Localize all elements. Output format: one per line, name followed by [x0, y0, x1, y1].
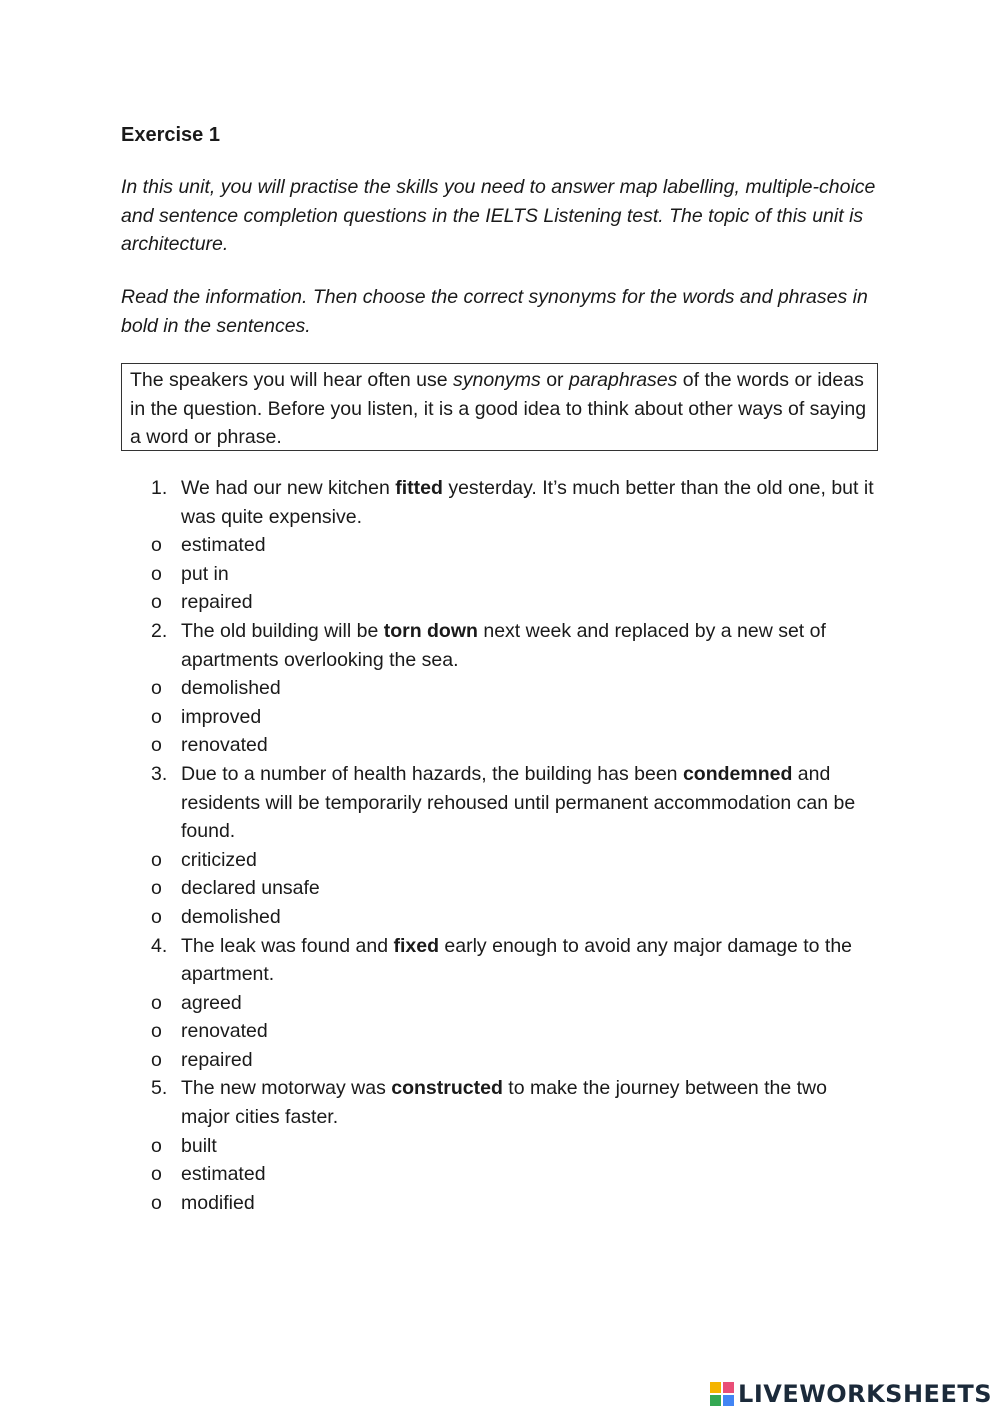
question-number: 3.	[151, 762, 168, 785]
question-5	[121, 1074, 881, 1131]
instructions-paragraph: Read the information. Then choose the correct synonyms for the words and phrases in bold in the sentences.	[121, 286, 868, 337]
option-label: renovated	[181, 1020, 268, 1043]
question-text: We had our new kitchen	[181, 477, 396, 499]
options-list	[121, 1132, 881, 1218]
question-text: early enough to avoid any major damage to the apartment.	[181, 934, 853, 986]
options-list	[121, 846, 881, 932]
options-list	[121, 531, 881, 617]
option-label: demolished	[181, 677, 281, 700]
option-item[interactable]	[121, 874, 881, 903]
option-item[interactable]	[121, 674, 881, 703]
option-label: modified	[181, 1191, 255, 1214]
option-label: criticized	[181, 848, 257, 871]
option-label: repaired	[181, 1048, 253, 1071]
option-label: improved	[181, 705, 262, 728]
option-label: demolished	[181, 905, 281, 928]
option-radio-icon: o	[151, 877, 162, 900]
option-item[interactable]	[121, 1189, 881, 1218]
liveworksheets-logo[interactable]	[710, 1379, 992, 1409]
option-item[interactable]	[121, 989, 881, 1018]
logo-square-pink	[723, 1382, 734, 1393]
question-text: The old building will be	[181, 619, 384, 642]
options-list	[121, 674, 881, 760]
question-number: 4.	[151, 934, 168, 957]
logo-icon	[710, 1382, 734, 1406]
logo-text: LIVEWORKSHEETS	[738, 1380, 992, 1408]
question-text: The leak was found and	[181, 934, 394, 957]
option-radio-icon: o	[151, 534, 162, 557]
option-item[interactable]	[121, 1046, 881, 1075]
option-radio-icon: o	[151, 1134, 162, 1157]
question-2	[121, 617, 881, 674]
option-radio-icon: o	[151, 1020, 162, 1043]
option-radio-icon: o	[151, 1048, 162, 1071]
question-text: yesterday. It’s much better than the old one, but it was quite expensive.	[181, 477, 874, 528]
option-item[interactable]	[121, 703, 881, 732]
option-radio-icon: o	[151, 848, 162, 871]
option-radio-icon: o	[151, 1191, 162, 1214]
option-item[interactable]	[121, 588, 881, 617]
bold-term: fitted	[395, 477, 443, 499]
option-radio-icon: o	[151, 734, 162, 757]
question-3	[121, 760, 881, 846]
option-label: estimated	[181, 1163, 266, 1186]
option-label: estimated	[181, 534, 266, 557]
question-text: next week and replaced by a new set of apartments overlooking the sea.	[181, 619, 826, 671]
logo-square-blue	[723, 1395, 734, 1406]
option-item[interactable]	[121, 903, 881, 932]
bold-term: torn down	[383, 619, 478, 642]
option-radio-icon: o	[151, 591, 162, 614]
logo-square-green	[710, 1395, 721, 1406]
option-radio-icon: o	[151, 705, 162, 728]
option-label: built	[181, 1134, 217, 1157]
question-text: The new motorway was	[181, 1077, 392, 1100]
question-number: 5.	[151, 1077, 168, 1100]
option-label: declared unsafe	[181, 877, 320, 900]
options-list	[121, 989, 881, 1075]
option-label: renovated	[181, 734, 268, 757]
question-1	[121, 474, 881, 531]
info-text: The speakers you will hear often use	[130, 369, 454, 391]
option-item[interactable]	[121, 1132, 881, 1161]
option-radio-icon: o	[151, 905, 162, 928]
option-radio-icon: o	[151, 1163, 162, 1186]
bold-term: condemned	[682, 762, 793, 785]
option-item[interactable]	[121, 531, 881, 560]
option-radio-icon: o	[151, 562, 162, 585]
exercise-title: Exercise 1	[121, 124, 220, 146]
option-radio-icon: o	[151, 991, 162, 1014]
option-label: put in	[181, 562, 229, 585]
option-item[interactable]	[121, 1160, 881, 1189]
logo-square-yellow	[710, 1382, 721, 1393]
option-item[interactable]	[121, 846, 881, 875]
option-item[interactable]	[121, 560, 881, 589]
question-text: Due to a number of health hazards, the building has been	[181, 762, 683, 785]
option-label: agreed	[181, 991, 242, 1014]
info-term-paraphrases: paraphrases	[568, 369, 678, 391]
option-item[interactable]	[121, 731, 881, 760]
option-label: repaired	[181, 591, 253, 614]
question-number: 2.	[151, 619, 168, 642]
question-list	[121, 474, 881, 1217]
info-box	[121, 363, 878, 451]
bold-term: fixed	[393, 934, 439, 957]
bold-term: constructed	[391, 1077, 503, 1100]
info-term-synonyms: synonyms	[453, 369, 541, 391]
question-text: and residents will be temporarily rehoused until permanent accommodation can be found.	[181, 762, 856, 843]
question-4	[121, 932, 881, 989]
info-text: or	[540, 369, 569, 391]
info-text: of the words or ideas in the question. Before you listen, it is a good idea to think about other ways of saying a word or phrase.	[130, 369, 867, 448]
question-number: 1.	[151, 477, 168, 499]
question-text: to make the journey between the two major cities faster.	[181, 1077, 827, 1129]
option-item[interactable]	[121, 1017, 881, 1046]
option-radio-icon: o	[151, 677, 162, 700]
intro-paragraph: In this unit, you will practise the skills you need to answer map labelling, multiple-choice and sentence completion questions in the IELTS Listening test. The topic of this unit is architecture.	[121, 176, 876, 255]
